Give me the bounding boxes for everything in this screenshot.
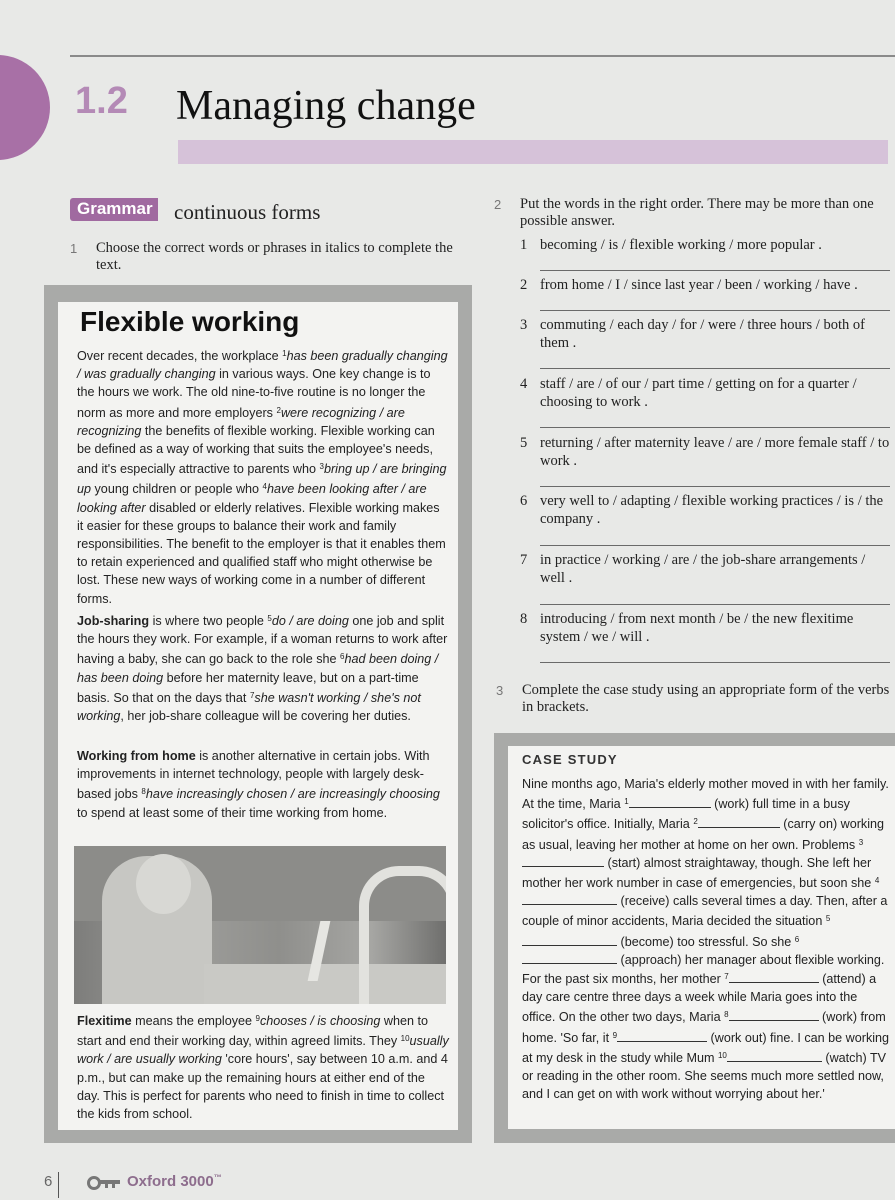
gap-number: 7 xyxy=(724,972,729,981)
exercise-number: 3 xyxy=(496,683,504,698)
reorder-item xyxy=(520,375,890,411)
reorder-item xyxy=(520,434,890,470)
italic-option[interactable]: has been gradually changing / was gradually changing xyxy=(77,349,448,382)
answer-line[interactable] xyxy=(540,368,890,369)
page-number: 6 xyxy=(44,1173,53,1190)
case-study-paragraph-1: Nine months ago, Maria's elderly mother moved in with her family. At the time, Maria $^1$ (work) full time in a busy solicitor's office. Initially, Maria $^2$ (carry on) working as usual, leaving her mother at home on her own. Problems $^3$ (start) almost straightaway, though. She left her mother her work number in case of emergencies, but soon she $^4$ (receive) calls several times a day. Then, after a couple of minor accidents, Maria decided the situation $^5$ (become) too stressful. So she $^6$ (approach) her manager about flexible working. xyxy=(522,777,889,967)
gap-number: 2 xyxy=(693,817,698,827)
article-intro: Over recent decades, the workplace $^1$has been gradually changing / was gradually changing in various ways. One key change is to the hours we work. The old nine-to-five routine is no longer the norm as more and more employers $^2$were recognizing / are recognizing the benefits of flexible working. Flexible working can be defined as a way of working that suits the employee's needs, and it's especially attractive to parents who $^3$bring up / are bringing up young children or people who $^4$have been looking after / are looking after disabled or elderly relatives. Flexible working makes it easier for these groups to balance their work and family responsibilities. The benefit to the employer is that it enables them to retain experienced and qualified staff who might otherwise be lost. These new ways of working come in a number of different forms. xyxy=(77,349,448,606)
gap-number: 9 xyxy=(255,1014,260,1023)
item-number: 1 xyxy=(520,237,528,253)
answer-line[interactable] xyxy=(540,662,890,663)
article-photo xyxy=(74,846,446,1004)
reorder-item xyxy=(520,551,890,587)
answer-line[interactable] xyxy=(540,545,890,546)
item-text: very well to / adapting / flexible working practices / is / the company . xyxy=(540,493,884,527)
gap-number: 8 xyxy=(141,787,146,797)
exercise-number: 2 xyxy=(494,197,502,212)
gap-number: 10 xyxy=(717,1050,727,1060)
case-study-paragraph-2: For the past six months, her mother $^7$ (attend) a day care centre three days a week while Maria goes into the office. On the other two days, Maria $^8$ (work) from home. 'So far, it $^9$ (work out) fine. I can be working at my desk in the study while Mum $^{10}$ (watch) TV or reading in the other room. She seems much more settled now, and I can get on with work without worrying about her.' xyxy=(522,972,890,1102)
title-underline-bar xyxy=(178,140,888,164)
item-number: 8 xyxy=(520,611,528,627)
answer-line[interactable] xyxy=(540,270,890,271)
brand-text: Oxford 3000 xyxy=(127,1173,214,1190)
exercise-number: 1 xyxy=(70,241,78,256)
italic-option[interactable]: usually work / are usually working xyxy=(77,1034,449,1067)
item-text: commuting / each day / for / were / three hours / both of them . xyxy=(540,317,865,351)
exercise-3-instruction xyxy=(496,682,892,716)
fill-in-blank[interactable] xyxy=(698,816,780,828)
reorder-item xyxy=(520,610,890,646)
trademark: ™ xyxy=(213,1173,222,1182)
unit-circle-decoration xyxy=(0,55,50,160)
italic-option[interactable]: have been looking after / are looking after xyxy=(77,482,427,515)
article-title: Flexible working xyxy=(80,306,300,337)
answer-line[interactable] xyxy=(540,604,890,605)
gap-number: 6 xyxy=(794,934,800,944)
item-text: in practice / working / are / the job-share arrangements / well . xyxy=(540,552,866,586)
instruction-text: Complete the case study using an appropriate form of the verbs in brackets. xyxy=(522,682,890,715)
gap-number: 4 xyxy=(262,482,267,492)
section-label: Job-sharing xyxy=(77,614,150,628)
answer-line[interactable] xyxy=(540,310,890,311)
gap-number: 3 xyxy=(319,462,324,472)
fill-in-blank[interactable] xyxy=(522,855,604,867)
key-icon xyxy=(87,1176,121,1190)
unit-number: 1.2 xyxy=(75,80,128,122)
gap-number: 5 xyxy=(267,614,272,623)
grammar-tag: Grammar xyxy=(70,198,158,221)
italic-option[interactable]: do / are doing xyxy=(271,614,349,628)
footer-divider xyxy=(58,1172,59,1198)
item-number: 2 xyxy=(520,277,528,293)
answer-line[interactable] xyxy=(540,486,890,487)
gap-number: 2 xyxy=(276,405,281,415)
reorder-item xyxy=(520,236,890,254)
section-label: Flexitime xyxy=(77,1014,132,1028)
fill-in-blank[interactable] xyxy=(522,952,617,964)
italic-option[interactable]: have increasingly chosen / are increasingly choosing xyxy=(145,787,440,802)
section-label: Working from home xyxy=(77,749,196,763)
item-text: introducing / from next month / be / the new flexitime system / we / will . xyxy=(540,611,854,645)
gap-number: 4 xyxy=(874,876,880,886)
reorder-item xyxy=(520,276,890,294)
fill-in-blank[interactable] xyxy=(522,893,617,905)
gap-number: 10 xyxy=(400,1034,410,1044)
gap-number: 7 xyxy=(249,690,255,700)
fill-in-blank[interactable] xyxy=(729,1009,819,1021)
item-text: returning / after maternity leave / are / more female staff / to work . xyxy=(540,435,890,469)
photo-person-head xyxy=(136,854,191,914)
italic-option[interactable]: chooses / is choosing xyxy=(259,1014,381,1028)
article-flexitime: Flexitime means the employee $^9$chooses / is choosing when to start and end their working day, within agreed limits. They $^{10}$usually work / are usually working 'core hours', say between 10 a.m. and 4 p.m., but can make up the remaining hours at either end of the day. This is perfect for parents who need to finish in time to collect the kids from school. xyxy=(77,1014,449,1122)
italic-option[interactable]: bring up / are bringing up xyxy=(77,462,447,497)
gap-number: 6 xyxy=(340,652,345,662)
instruction-text: Choose the correct words or phrases in italics to complete the text. xyxy=(96,240,453,273)
gap-number: 8 xyxy=(724,1010,729,1020)
item-text: from home / I / since last year / been / working / have . xyxy=(540,277,858,293)
instruction-text: Put the words in the right order. There may be more than one possible answer. xyxy=(520,196,874,229)
item-text: staff / are / of our / part time / getting on for a quarter / choosing to work . xyxy=(540,376,857,410)
item-number: 5 xyxy=(520,435,528,451)
oxford-3000-logo xyxy=(127,1173,222,1190)
item-number: 3 xyxy=(520,317,528,333)
fill-in-blank[interactable] xyxy=(727,1050,822,1062)
item-number: 7 xyxy=(520,552,528,568)
gap-number: 1 xyxy=(624,797,629,807)
gap-number: 9 xyxy=(612,1030,618,1040)
case-study-heading: CASE STUDY xyxy=(522,752,618,767)
exercise-2-instruction xyxy=(494,196,890,230)
grammar-subtitle: continuous forms xyxy=(174,200,321,224)
fill-in-blank[interactable] xyxy=(629,796,711,808)
photo-chair xyxy=(359,866,446,1004)
article-working-from-home: Working from home is another alternative in certain jobs. With improvements in internet technology, people with largely desk-based jobs $^8$have increasingly chosen / are increasingly choosing to spend at least some of their time working from home. xyxy=(77,749,440,820)
fill-in-blank[interactable] xyxy=(522,934,617,946)
gap-number: 1 xyxy=(282,349,287,358)
top-rule xyxy=(70,55,895,57)
fill-in-blank[interactable] xyxy=(729,971,819,983)
answer-line[interactable] xyxy=(540,427,890,428)
italic-option[interactable]: had been doing / has been doing xyxy=(77,652,439,685)
fill-in-blank[interactable] xyxy=(617,1030,707,1042)
item-text: becoming / is / flexible working / more popular . xyxy=(540,237,822,253)
item-number: 6 xyxy=(520,493,528,509)
gap-number: 3 xyxy=(858,837,864,847)
reorder-item xyxy=(520,316,890,352)
item-number: 4 xyxy=(520,376,528,392)
article-job-sharing: Job-sharing is where two people $^5$do / are doing one job and split the hours they work. For example, if a woman returns to work after having a baby, she can go back to the role she $^6$had been doing / has been doing before her maternity leave, but on a part-time basis. So that on the days that $^7$she wasn't working / she's not working, her job-share colleague will be covering her duties. xyxy=(77,614,448,724)
italic-option[interactable]: were recognizing / are recognizing xyxy=(77,405,405,438)
gap-number: 5 xyxy=(825,914,831,924)
exercise-1-instruction xyxy=(70,240,461,274)
page-title: Managing change xyxy=(176,83,476,129)
italic-option[interactable]: she wasn't working / she's not working xyxy=(77,690,421,724)
reorder-item xyxy=(520,492,890,528)
